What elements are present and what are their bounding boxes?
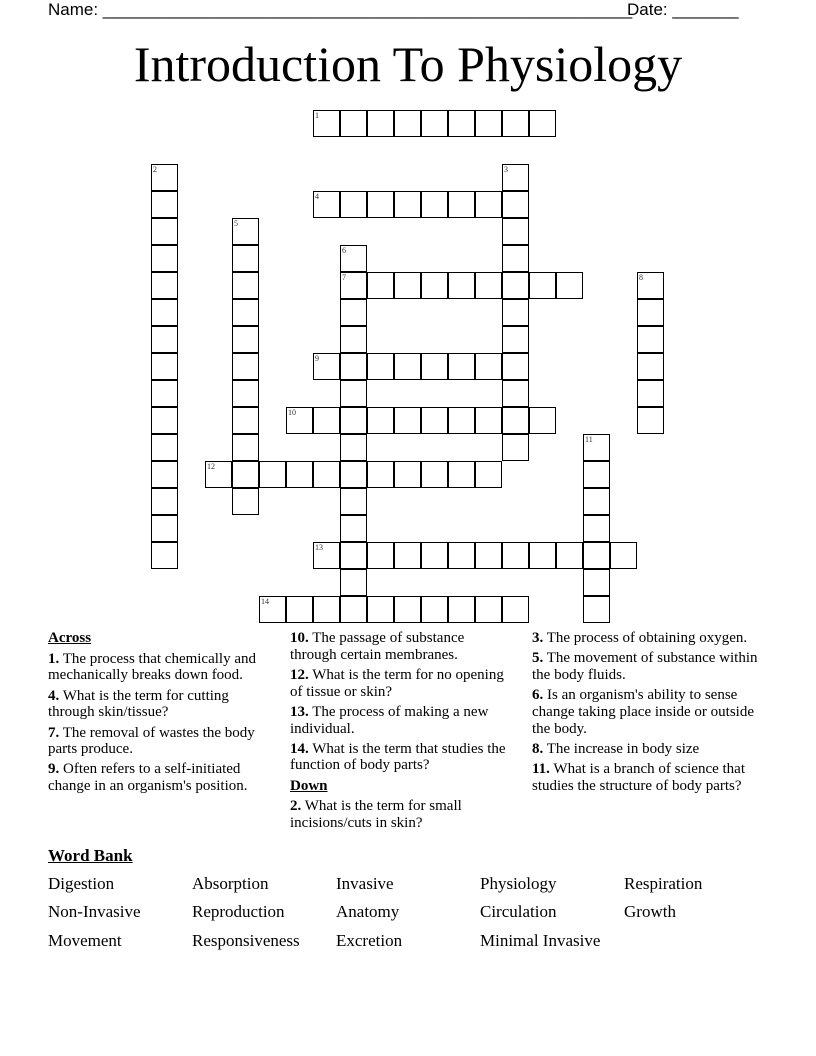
crossword-cell[interactable] bbox=[367, 110, 394, 137]
crossword-cell[interactable] bbox=[367, 191, 394, 218]
crossword-cell[interactable] bbox=[394, 542, 421, 569]
across-clue bbox=[48, 761, 263, 794]
clue-text: What is the term that studies the function of body parts? bbox=[290, 740, 506, 774]
across-clue bbox=[290, 667, 512, 700]
crossword-cell[interactable] bbox=[340, 515, 367, 542]
word-bank-item: Absorption bbox=[192, 874, 269, 893]
crossword-cell[interactable] bbox=[502, 272, 529, 299]
cell-number: 3 bbox=[504, 165, 508, 174]
word-bank-item: Circulation bbox=[480, 902, 557, 921]
crossword-cell[interactable] bbox=[340, 461, 367, 488]
crossword-cell[interactable] bbox=[232, 353, 259, 380]
crossword-cell[interactable] bbox=[367, 596, 394, 623]
cell-number: 8 bbox=[639, 273, 643, 282]
crossword-cell[interactable] bbox=[340, 326, 367, 353]
crossword-cell[interactable] bbox=[151, 326, 178, 353]
clue-text: The process that chemically and mechanically breaks down food. bbox=[48, 650, 256, 684]
word-bank-item: Responsiveness bbox=[192, 931, 300, 950]
down-clue bbox=[532, 630, 764, 647]
crossword-cell[interactable] bbox=[151, 299, 178, 326]
cell-number: 4 bbox=[315, 192, 319, 201]
crossword-cell[interactable] bbox=[475, 191, 502, 218]
crossword-cell[interactable] bbox=[475, 110, 502, 137]
word-bank-item: Reproduction bbox=[192, 902, 285, 921]
crossword-cell[interactable] bbox=[637, 326, 664, 353]
clue-number: 6. bbox=[532, 687, 544, 704]
crossword-cell[interactable] bbox=[367, 461, 394, 488]
clue-text: The increase in body size bbox=[546, 740, 700, 757]
across-clue bbox=[48, 725, 263, 758]
word-bank-item: Excretion bbox=[336, 931, 403, 950]
clue-number: 12. bbox=[290, 666, 309, 683]
crossword-cell[interactable] bbox=[151, 434, 178, 461]
crossword-cell[interactable] bbox=[340, 272, 367, 299]
cell-number: 6 bbox=[342, 246, 346, 255]
clue-number: 10. bbox=[290, 630, 309, 646]
crossword-cell[interactable] bbox=[151, 542, 178, 569]
crossword-cell[interactable] bbox=[421, 461, 448, 488]
cell-number: 7 bbox=[342, 273, 346, 282]
cell-number: 13 bbox=[315, 543, 323, 552]
clue-number: 5. bbox=[532, 650, 544, 667]
crossword-cell[interactable] bbox=[502, 407, 529, 434]
crossword-cell[interactable] bbox=[313, 407, 340, 434]
across-clue bbox=[48, 688, 263, 721]
crossword-cell[interactable] bbox=[232, 272, 259, 299]
crossword-cell[interactable] bbox=[556, 272, 583, 299]
clue-number: 3. bbox=[532, 630, 544, 646]
crossword-cell[interactable] bbox=[232, 488, 259, 515]
across-heading: Across bbox=[48, 630, 92, 646]
crossword-cell[interactable] bbox=[232, 434, 259, 461]
clue-text: The movement of substance within the body fluids. bbox=[532, 650, 758, 683]
clue-number: 11. bbox=[532, 760, 550, 777]
crossword-cell[interactable] bbox=[340, 542, 367, 569]
crossword-cell[interactable] bbox=[502, 164, 529, 191]
word-bank-item: Invasive bbox=[336, 874, 394, 893]
crossword-cell[interactable] bbox=[232, 380, 259, 407]
cell-number: 10 bbox=[288, 408, 296, 417]
crossword-cell[interactable] bbox=[286, 407, 313, 434]
crossword-cell[interactable] bbox=[610, 542, 637, 569]
clue-text: The removal of wastes the body parts produce. bbox=[48, 724, 255, 758]
crossword-cell[interactable] bbox=[448, 542, 475, 569]
crossword-cell[interactable] bbox=[583, 596, 610, 623]
crossword-cell[interactable] bbox=[583, 461, 610, 488]
crossword-cell[interactable] bbox=[394, 596, 421, 623]
clue-text: Is an organism's ability to sense change taking place inside or outside the body. bbox=[532, 687, 755, 737]
cell-number: 11 bbox=[585, 435, 593, 444]
down-clue bbox=[532, 650, 764, 683]
crossword-cell[interactable] bbox=[232, 461, 259, 488]
crossword-cell[interactable] bbox=[448, 110, 475, 137]
date-field[interactable]: Date: _______ bbox=[627, 0, 739, 19]
clue-text: The passage of substance through certain membranes. bbox=[290, 630, 465, 663]
down-clue bbox=[532, 761, 764, 794]
clue-text: What is the term for cutting through skin/tissue? bbox=[48, 687, 229, 721]
crossword-cell[interactable] bbox=[556, 542, 583, 569]
cell-number: 2 bbox=[153, 165, 157, 174]
crossword-cell[interactable] bbox=[259, 596, 286, 623]
crossword-cell[interactable] bbox=[583, 434, 610, 461]
crossword-cell[interactable] bbox=[286, 596, 313, 623]
across-clue bbox=[290, 704, 512, 737]
crossword-cell[interactable] bbox=[367, 353, 394, 380]
crossword-cell[interactable] bbox=[475, 596, 502, 623]
crossword-cell[interactable] bbox=[205, 461, 232, 488]
crossword-cell[interactable] bbox=[529, 407, 556, 434]
crossword-cell[interactable] bbox=[475, 272, 502, 299]
crossword-cell[interactable] bbox=[502, 596, 529, 623]
crossword-cell[interactable] bbox=[448, 272, 475, 299]
crossword-cell[interactable] bbox=[340, 488, 367, 515]
cell-number: 5 bbox=[234, 219, 238, 228]
crossword-cell[interactable] bbox=[151, 218, 178, 245]
clue-number: 2. bbox=[290, 798, 302, 815]
clue-number: 7. bbox=[48, 724, 60, 741]
clue-text: The process of obtaining oxygen. bbox=[546, 630, 748, 646]
crossword-cell[interactable] bbox=[151, 164, 178, 191]
crossword-cell[interactable] bbox=[340, 245, 367, 272]
crossword-cell[interactable] bbox=[367, 407, 394, 434]
crossword-cell[interactable] bbox=[151, 488, 178, 515]
crossword-cell[interactable] bbox=[502, 218, 529, 245]
crossword-cell[interactable] bbox=[340, 353, 367, 380]
crossword-cell[interactable] bbox=[637, 272, 664, 299]
crossword-cell[interactable] bbox=[637, 353, 664, 380]
word-bank-item: Growth bbox=[624, 902, 676, 921]
clue-text: The process of making a new individual. bbox=[290, 703, 489, 737]
crossword-cell[interactable] bbox=[394, 272, 421, 299]
crossword-cell[interactable] bbox=[232, 326, 259, 353]
crossword-cell[interactable] bbox=[583, 515, 610, 542]
crossword-cell[interactable] bbox=[151, 353, 178, 380]
crossword-cell[interactable] bbox=[313, 110, 340, 137]
crossword-cell[interactable] bbox=[151, 191, 178, 218]
crossword-cell[interactable] bbox=[394, 353, 421, 380]
word-bank-heading: Word Bank bbox=[48, 846, 133, 865]
crossword-cell[interactable] bbox=[394, 461, 421, 488]
crossword-cell[interactable] bbox=[583, 542, 610, 569]
clue-text: What is the term for small incisions/cuts in skin? bbox=[290, 798, 462, 832]
crossword-cell[interactable] bbox=[421, 110, 448, 137]
cell-number: 9 bbox=[315, 354, 319, 363]
clue-text: What is a branch of science that studies the structure of body parts? bbox=[532, 760, 746, 794]
crossword-cell[interactable] bbox=[502, 353, 529, 380]
crossword-cell[interactable] bbox=[340, 191, 367, 218]
crossword-cell[interactable] bbox=[448, 596, 475, 623]
clue-number: 8. bbox=[532, 740, 544, 757]
crossword-cell[interactable] bbox=[394, 407, 421, 434]
clue-number: 4. bbox=[48, 687, 60, 704]
clue-number: 9. bbox=[48, 761, 60, 778]
crossword-cell[interactable] bbox=[502, 326, 529, 353]
crossword-cell[interactable] bbox=[448, 191, 475, 218]
crossword-cell[interactable] bbox=[637, 407, 664, 434]
crossword-cell[interactable] bbox=[583, 488, 610, 515]
clue-number: 14. bbox=[290, 740, 309, 757]
crossword-cell[interactable] bbox=[502, 110, 529, 137]
crossword-cell[interactable] bbox=[367, 542, 394, 569]
crossword-cell[interactable] bbox=[340, 380, 367, 407]
page-title: Introduction To Physiology bbox=[133, 36, 683, 92]
word-bank-item: Movement bbox=[48, 931, 122, 950]
crossword-cell[interactable] bbox=[529, 110, 556, 137]
cell-number: 1 bbox=[315, 111, 319, 120]
crossword-cell[interactable] bbox=[232, 299, 259, 326]
crossword-cell[interactable] bbox=[421, 272, 448, 299]
crossword-cell[interactable] bbox=[313, 542, 340, 569]
crossword-cell[interactable] bbox=[529, 272, 556, 299]
crossword-cell[interactable] bbox=[448, 407, 475, 434]
crossword-cell[interactable] bbox=[421, 596, 448, 623]
crossword-cell[interactable] bbox=[151, 461, 178, 488]
crossword-cell[interactable] bbox=[151, 515, 178, 542]
crossword-cell[interactable] bbox=[502, 542, 529, 569]
crossword-cell[interactable] bbox=[502, 434, 529, 461]
crossword-cell[interactable] bbox=[340, 407, 367, 434]
crossword-cell[interactable] bbox=[394, 191, 421, 218]
crossword-cell[interactable] bbox=[340, 110, 367, 137]
word-bank-item: Respiration bbox=[624, 874, 703, 893]
crossword-cell[interactable] bbox=[340, 299, 367, 326]
clue-text: Often refers to a self-initiated change in an organism's position. bbox=[48, 761, 248, 795]
clue-column-2 bbox=[290, 630, 512, 835]
crossword-cell[interactable] bbox=[421, 542, 448, 569]
crossword-cell[interactable] bbox=[367, 272, 394, 299]
crossword-cell[interactable] bbox=[502, 299, 529, 326]
across-clue bbox=[48, 651, 263, 684]
crossword-cell[interactable] bbox=[421, 407, 448, 434]
crossword-cell[interactable] bbox=[421, 191, 448, 218]
crossword-cell[interactable] bbox=[151, 245, 178, 272]
across-clue bbox=[290, 741, 512, 774]
clue-column-3 bbox=[532, 630, 764, 798]
cell-number: 12 bbox=[207, 462, 215, 471]
crossword-cell[interactable] bbox=[475, 461, 502, 488]
crossword-cell[interactable] bbox=[340, 434, 367, 461]
crossword-cell[interactable] bbox=[232, 245, 259, 272]
crossword-cell[interactable] bbox=[151, 380, 178, 407]
clue-number: 13. bbox=[290, 703, 309, 720]
word-bank-item: Anatomy bbox=[336, 902, 400, 921]
down-heading: Down bbox=[290, 777, 328, 794]
crossword-cell[interactable] bbox=[313, 596, 340, 623]
clue-column-1 bbox=[48, 630, 263, 798]
crossword-cell[interactable] bbox=[502, 191, 529, 218]
word-bank-item: Non-Invasive bbox=[48, 902, 141, 921]
clue-number: 1. bbox=[48, 650, 60, 667]
crossword-cell[interactable] bbox=[502, 245, 529, 272]
crossword-cell[interactable] bbox=[313, 353, 340, 380]
crossword-cell[interactable] bbox=[529, 542, 556, 569]
down-clue bbox=[532, 687, 764, 737]
crossword-cell[interactable] bbox=[475, 407, 502, 434]
word-bank-item: Minimal Invasive bbox=[480, 931, 601, 950]
crossword-cell[interactable] bbox=[583, 569, 610, 596]
crossword-cell[interactable] bbox=[151, 407, 178, 434]
crossword-cell[interactable] bbox=[259, 461, 286, 488]
down-clue bbox=[532, 741, 764, 758]
crossword-cell[interactable] bbox=[421, 353, 448, 380]
name-field[interactable]: Name: ________________________________________________________ bbox=[48, 0, 633, 19]
word-bank-item: Physiology bbox=[480, 874, 557, 893]
crossword-cell[interactable] bbox=[475, 353, 502, 380]
crossword-cell[interactable] bbox=[232, 407, 259, 434]
crossword-cell[interactable] bbox=[637, 380, 664, 407]
word-bank-item: Digestion bbox=[48, 874, 115, 893]
crossword-cell[interactable] bbox=[448, 461, 475, 488]
across-clue bbox=[290, 630, 512, 663]
crossword-cell[interactable] bbox=[394, 110, 421, 137]
crossword-cell[interactable] bbox=[637, 299, 664, 326]
clue-text: What is the term for no opening of tissue or skin? bbox=[290, 666, 504, 700]
crossword-cell[interactable] bbox=[151, 272, 178, 299]
crossword-cell[interactable] bbox=[313, 461, 340, 488]
crossword-cell[interactable] bbox=[313, 191, 340, 218]
crossword-cell[interactable] bbox=[232, 218, 259, 245]
crossword-cell[interactable] bbox=[448, 353, 475, 380]
down-clue bbox=[290, 798, 512, 831]
crossword-cell[interactable] bbox=[340, 569, 367, 596]
cell-number: 14 bbox=[261, 597, 269, 606]
crossword-cell[interactable] bbox=[502, 380, 529, 407]
crossword-cell[interactable] bbox=[475, 542, 502, 569]
crossword-cell[interactable] bbox=[286, 461, 313, 488]
crossword-cell[interactable] bbox=[340, 596, 367, 623]
